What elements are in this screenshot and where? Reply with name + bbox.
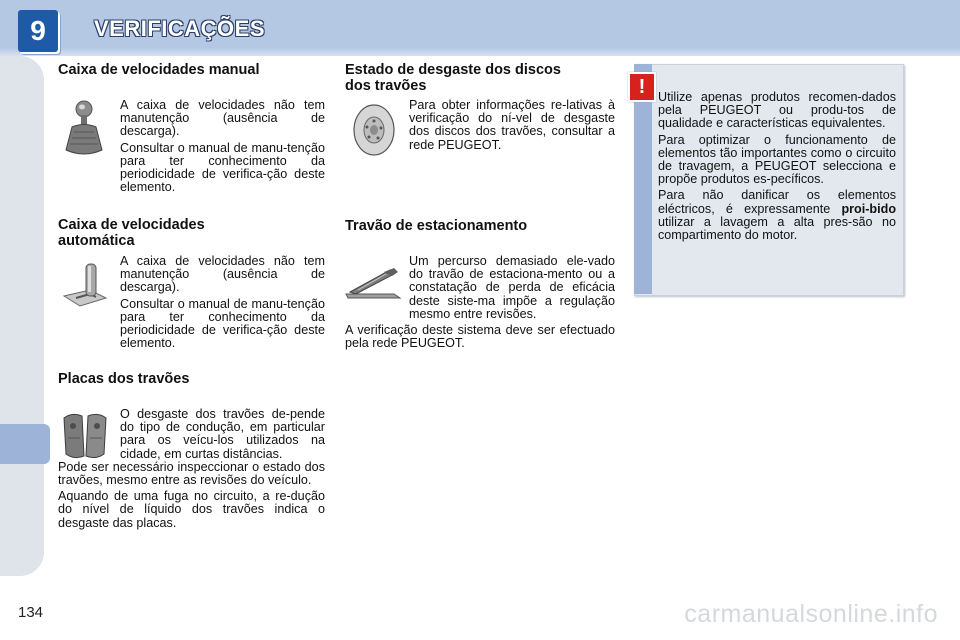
warning-paragraph-3-end: utilizar a lavagem a alta pres-são no compartimento do motor. <box>658 214 896 243</box>
automatic-gear-selector-icon <box>60 256 110 310</box>
brake-pads-paragraph-1 <box>58 408 325 487</box>
warning-text <box>658 91 896 245</box>
manual-gearbox-paragraph-1: A caixa de velocidades não tem manutenção (ausência de descarga). <box>120 98 325 139</box>
warning-prohibited-emphasis: proi-bido <box>841 201 897 216</box>
brake-discs-paragraph-1: Para obter informações re-lativas à verificação do ní-vel de desgaste dos discos dos travões, consultar a rede PEUGEOT. <box>409 98 615 152</box>
manual-gearbox-paragraph-2: Consultar o manual de manu-tenção para ter conhecimento da periodicidade de verifica-ção deste elemento. <box>120 140 325 195</box>
header-divider <box>0 48 960 56</box>
watermark: carmanualsonline.info <box>684 600 938 628</box>
automatic-gearbox-paragraph-1: A caixa de velocidades não tem manutenção (ausência de descarga). <box>120 254 325 295</box>
brake-discs-title-line-1: Estado de desgaste dos discos <box>345 62 561 78</box>
page-title: VERIFICAÇÕES <box>94 16 266 41</box>
brake-discs-text <box>409 99 615 155</box>
warning-paragraph-3 <box>658 189 896 242</box>
parking-brake-paragraph-1: Um percurso demasiado ele-vado do travão de estaciona-mento ou a constatação de perda de eficácia deste siste-ma impõe a regulação mesmo entre revisões. <box>409 254 615 321</box>
manual-gearbox-text <box>120 99 325 197</box>
parking-brake-text <box>345 255 615 353</box>
automatic-gearbox-title-line-1: Caixa de velocidades <box>58 217 205 233</box>
page-number: 134 <box>18 604 44 621</box>
warning-paragraph-1: Utilize apenas produtos recomen-dados pela PEUGEOT ou produ-tos de qualidade e características equivalentes. <box>658 90 896 131</box>
warning-paragraph-2: Para optimizar o funcionamento de elementos tão importantes como o circuito de travagem, a PEUGEOT selecciona e propõe produtos es-pecíficos. <box>658 132 896 187</box>
manual-gearbox-title: Caixa de velocidades manual <box>58 62 260 78</box>
warning-icon: ! <box>628 72 656 102</box>
manual-gear-lever-icon <box>62 100 106 158</box>
brake-pads-detail: Pode ser necessário inspeccionar o estado dos travões, mesmo entre as revisões do veículo. <box>58 459 325 488</box>
automatic-gearbox-text <box>120 255 325 353</box>
brake-pads-title: Placas dos travões <box>58 371 190 387</box>
left-rail <box>0 56 44 576</box>
brake-discs-title-line-2: dos travões <box>345 78 427 94</box>
warning-paragraph-3-start: Para não danificar os elementos eléctricos, é expressamente <box>658 188 896 216</box>
parking-brake-paragraph-2: A verificação deste sistema deve ser efectuado pela rede PEUGEOT. <box>345 323 615 351</box>
automatic-gearbox-title-line-2: automática <box>58 233 135 249</box>
brake-pads-intro: O desgaste dos travões de-pende do tipo de condução, em particular para os veícu-los utilizados na cidade, em curtas distâncias. <box>120 407 325 461</box>
brake-pads-paragraph-2: Aquando de uma fuga no circuito, a re-dução do nível de líquido dos travões indica o desgaste das placas. <box>58 489 325 530</box>
brake-pads-text <box>58 408 325 533</box>
chapter-number-badge: 9 <box>18 10 58 52</box>
automatic-gearbox-title <box>58 217 205 249</box>
parking-brake-title: Travão de estacionamento <box>345 218 528 234</box>
chapter-tab-marker <box>0 424 50 464</box>
brake-discs-title <box>345 62 561 94</box>
brake-disc-icon <box>350 102 398 158</box>
automatic-gearbox-paragraph-2: Consultar o manual de manu-tenção para ter conhecimento da periodicidade de verifica-ção deste elemento. <box>120 296 325 351</box>
